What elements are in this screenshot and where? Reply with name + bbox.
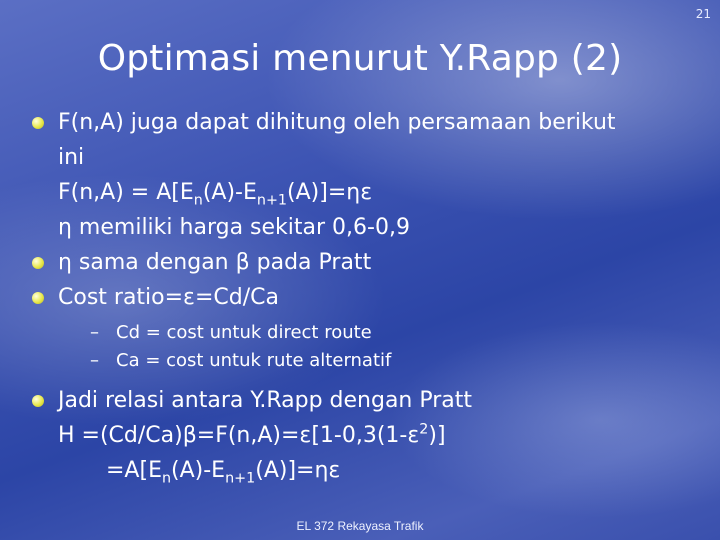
bullet-text-line: η sama dengan β pada Pratt bbox=[58, 250, 372, 275]
bullet-item-eta-pratt bbox=[32, 245, 712, 280]
sub-bullet-item: – Ca = cost untuk rute alternatif bbox=[90, 347, 712, 375]
dash-marker: – bbox=[90, 350, 99, 371]
formula-line: $=A[E_n(A)-E_{n+1}(A)]=\eta\varepsilon$ bbox=[106, 458, 341, 487]
bullet-icon bbox=[32, 117, 44, 129]
bullet-text-line: η memiliki harga sekitar 0,6-0,9 bbox=[58, 215, 410, 240]
bullet-icon bbox=[32, 395, 44, 407]
formula-line: $H =(Cd/Ca)\beta=F(n,A)=\varepsilon[1-0,3(1-\varepsilon^2)]$ bbox=[58, 421, 446, 448]
bullet-item-relation bbox=[32, 383, 712, 488]
sub-bullet-item: – Cd = cost untuk direct route bbox=[90, 319, 712, 347]
bullet-icon bbox=[32, 292, 44, 304]
bullet-text-line: F(n,A) juga dapat dihitung oleh persamaan berikut bbox=[58, 110, 616, 135]
bullet-item-cost-ratio bbox=[32, 280, 712, 315]
formula-line: $F(n,A) = A[E_n(A)-E_{n+1}(A)]=\eta\varepsilon$ bbox=[58, 180, 373, 209]
bullet-item-formula bbox=[32, 105, 712, 245]
dash-marker: – bbox=[90, 322, 99, 343]
bullet-text-line: Jadi relasi antara Y.Rapp dengan Pratt bbox=[58, 388, 473, 413]
page-number: 21 bbox=[695, 7, 711, 21]
bullet-icon bbox=[32, 257, 44, 269]
footer-text: EL 372 Rekayasa Trafik bbox=[296, 519, 424, 533]
bullet-text-line: Cost ratio=ε=Cd/Ca bbox=[58, 285, 279, 310]
bullet-text-line: ini bbox=[58, 145, 85, 170]
slide-content bbox=[32, 105, 712, 488]
sub-bullet-list bbox=[32, 319, 712, 375]
slide-title: Optimasi menurut Y.Rapp (2) bbox=[97, 38, 623, 79]
